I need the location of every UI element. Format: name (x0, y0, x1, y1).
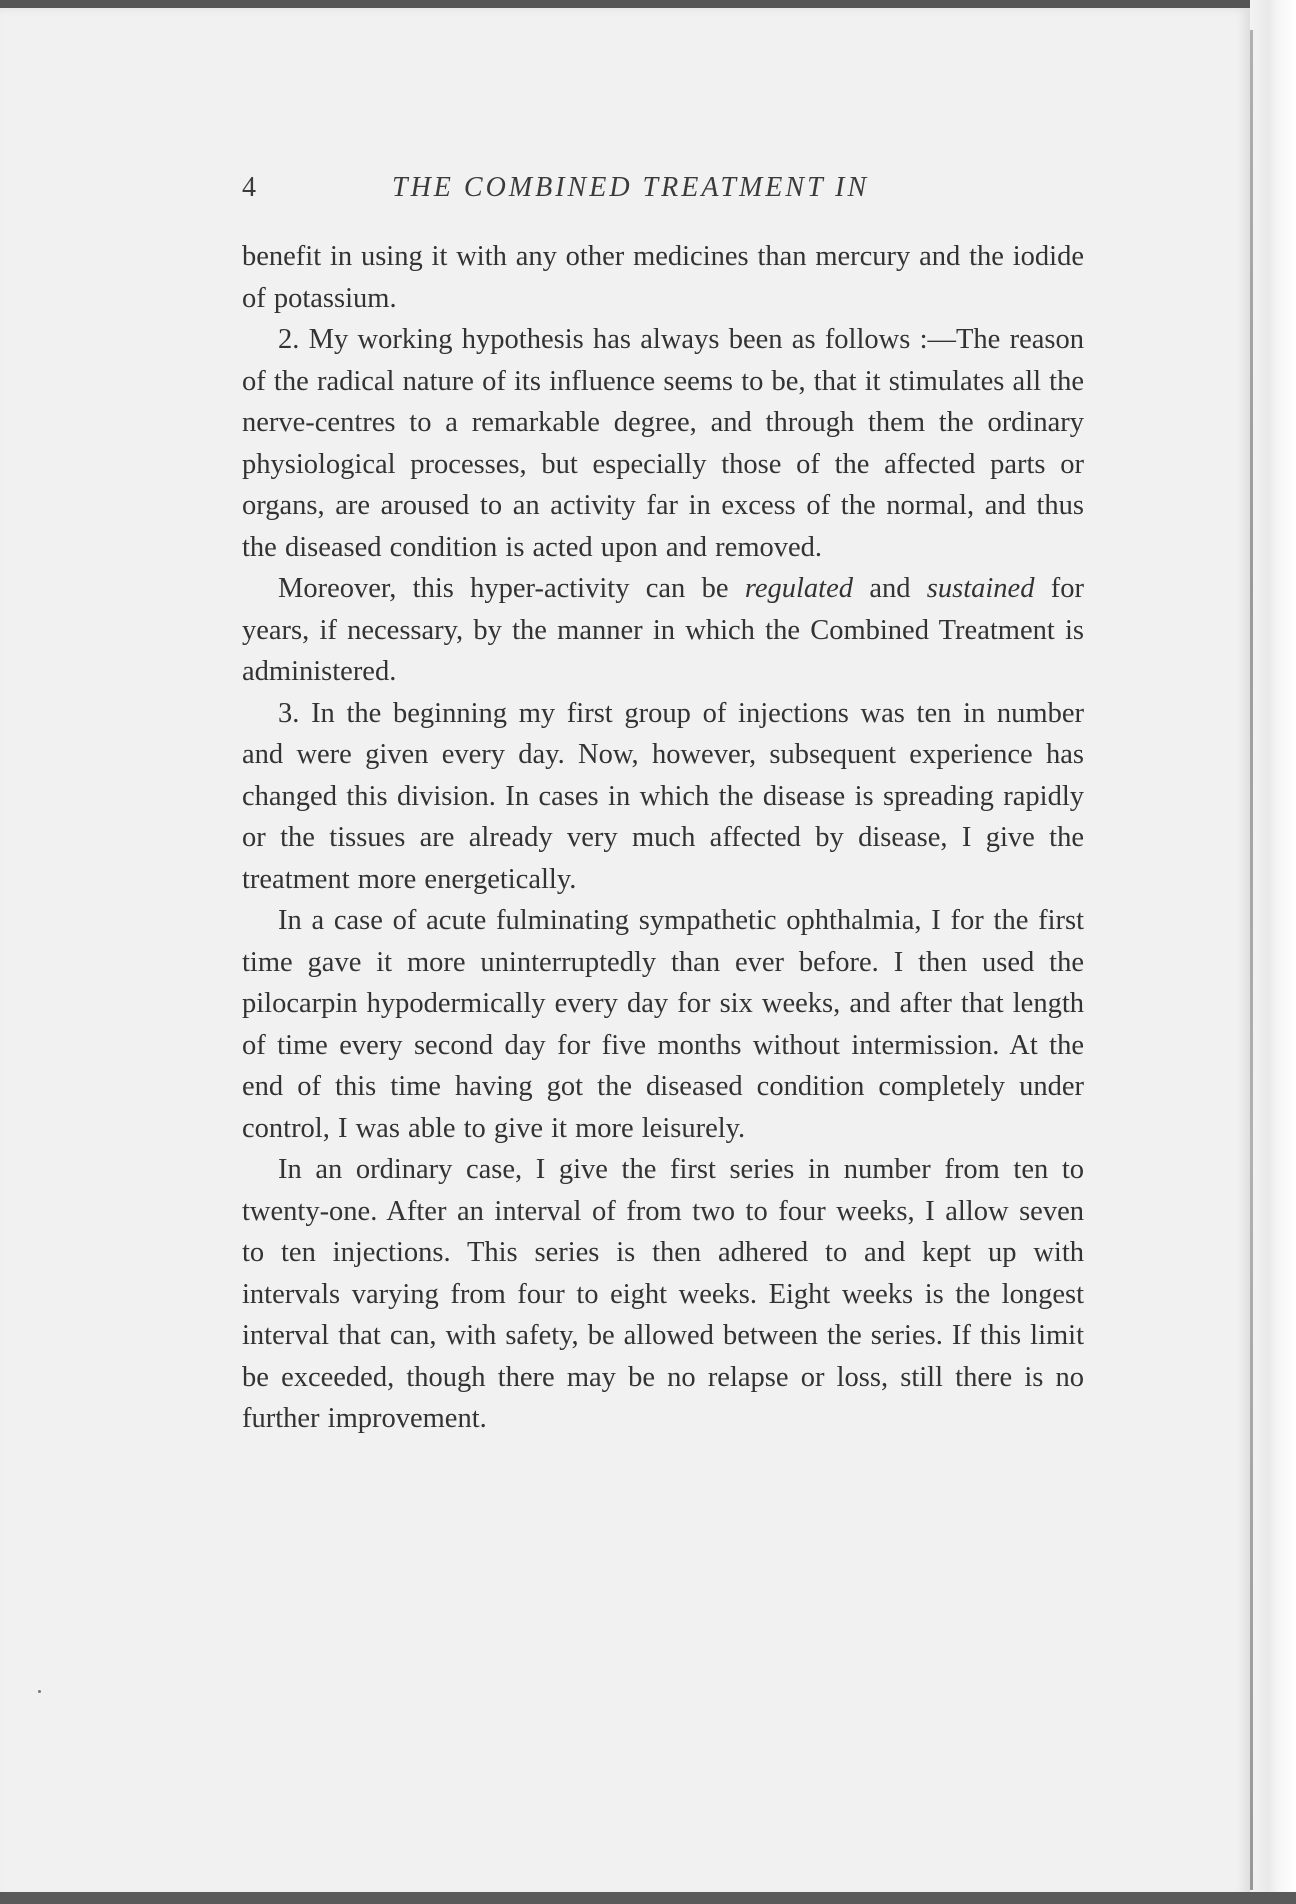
body-text (242, 236, 1084, 1440)
paragraph-injection-groups: 3. In the beginning my first group of injections was ten in number and were given every day. Now, however, subsequent experience has changed this division. In cases in which the disease is spreading rapidly or the tissues are already very much affected by disease, I give the treatment more energetically. (242, 697, 1084, 895)
paragraph-moreover (242, 568, 1084, 693)
page-edge (1250, 0, 1296, 1904)
page-number: 4 (242, 172, 257, 203)
paragraph-text: Moreover, this hyper-activity can be (278, 573, 745, 604)
italic-regulated: regulated (744, 573, 853, 604)
paragraph-ordinary-case: In an ordinary case, I give the first series in number from ten to twenty-one. After an interval of from two to four weeks, I allow seven to ten injections. This series is then adhered to and kept up with intervals varying from four to eight weeks. Eight weeks is the longest interval that can, with safety, be allowed between the series. If this limit be exceeded, though there may be no relapse or loss, still there is no further improvement. (242, 1154, 1084, 1434)
paragraph-text: and (853, 573, 927, 604)
running-head: THE COMBINED TREATMENT IN (392, 172, 870, 203)
paragraph-continuation: benefit in using it with any other medicines than mercury and the iodide of potassium. (242, 241, 1084, 314)
italic-sustained: sustained (926, 573, 1035, 604)
paragraph-working-hypothesis: 2. My working hypothesis has always been as follows :—The reason of the radical nature of its influence seems to be, that it stimulates all the nerve-centres to a remarkable degree, and through them the ordinary physiological processes, but especially those of the affected parts or organs, are aroused to an activity far in excess of the normal, and thus the diseased condition is acted upon and removed. (242, 324, 1084, 563)
paragraph-text: for years, if necessary, by the manner in which the Combined Treatment is administered. (242, 573, 1084, 687)
binding-edge-line (1250, 30, 1253, 1890)
bottom-border (0, 1892, 1296, 1904)
page-header (242, 172, 1082, 212)
page-speck (38, 1690, 41, 1693)
paragraph-ophthalmia-case: In a case of acute fulminating sympathetic ophthalmia, I for the first time gave it more uninterruptedly than ever before. I then used the pilocarpin hypodermically every day for six weeks, and after that length of time every second day for five months without intermission. At the end of this time having got the diseased condition completely under control, I was able to give it more leisurely. (242, 905, 1084, 1144)
